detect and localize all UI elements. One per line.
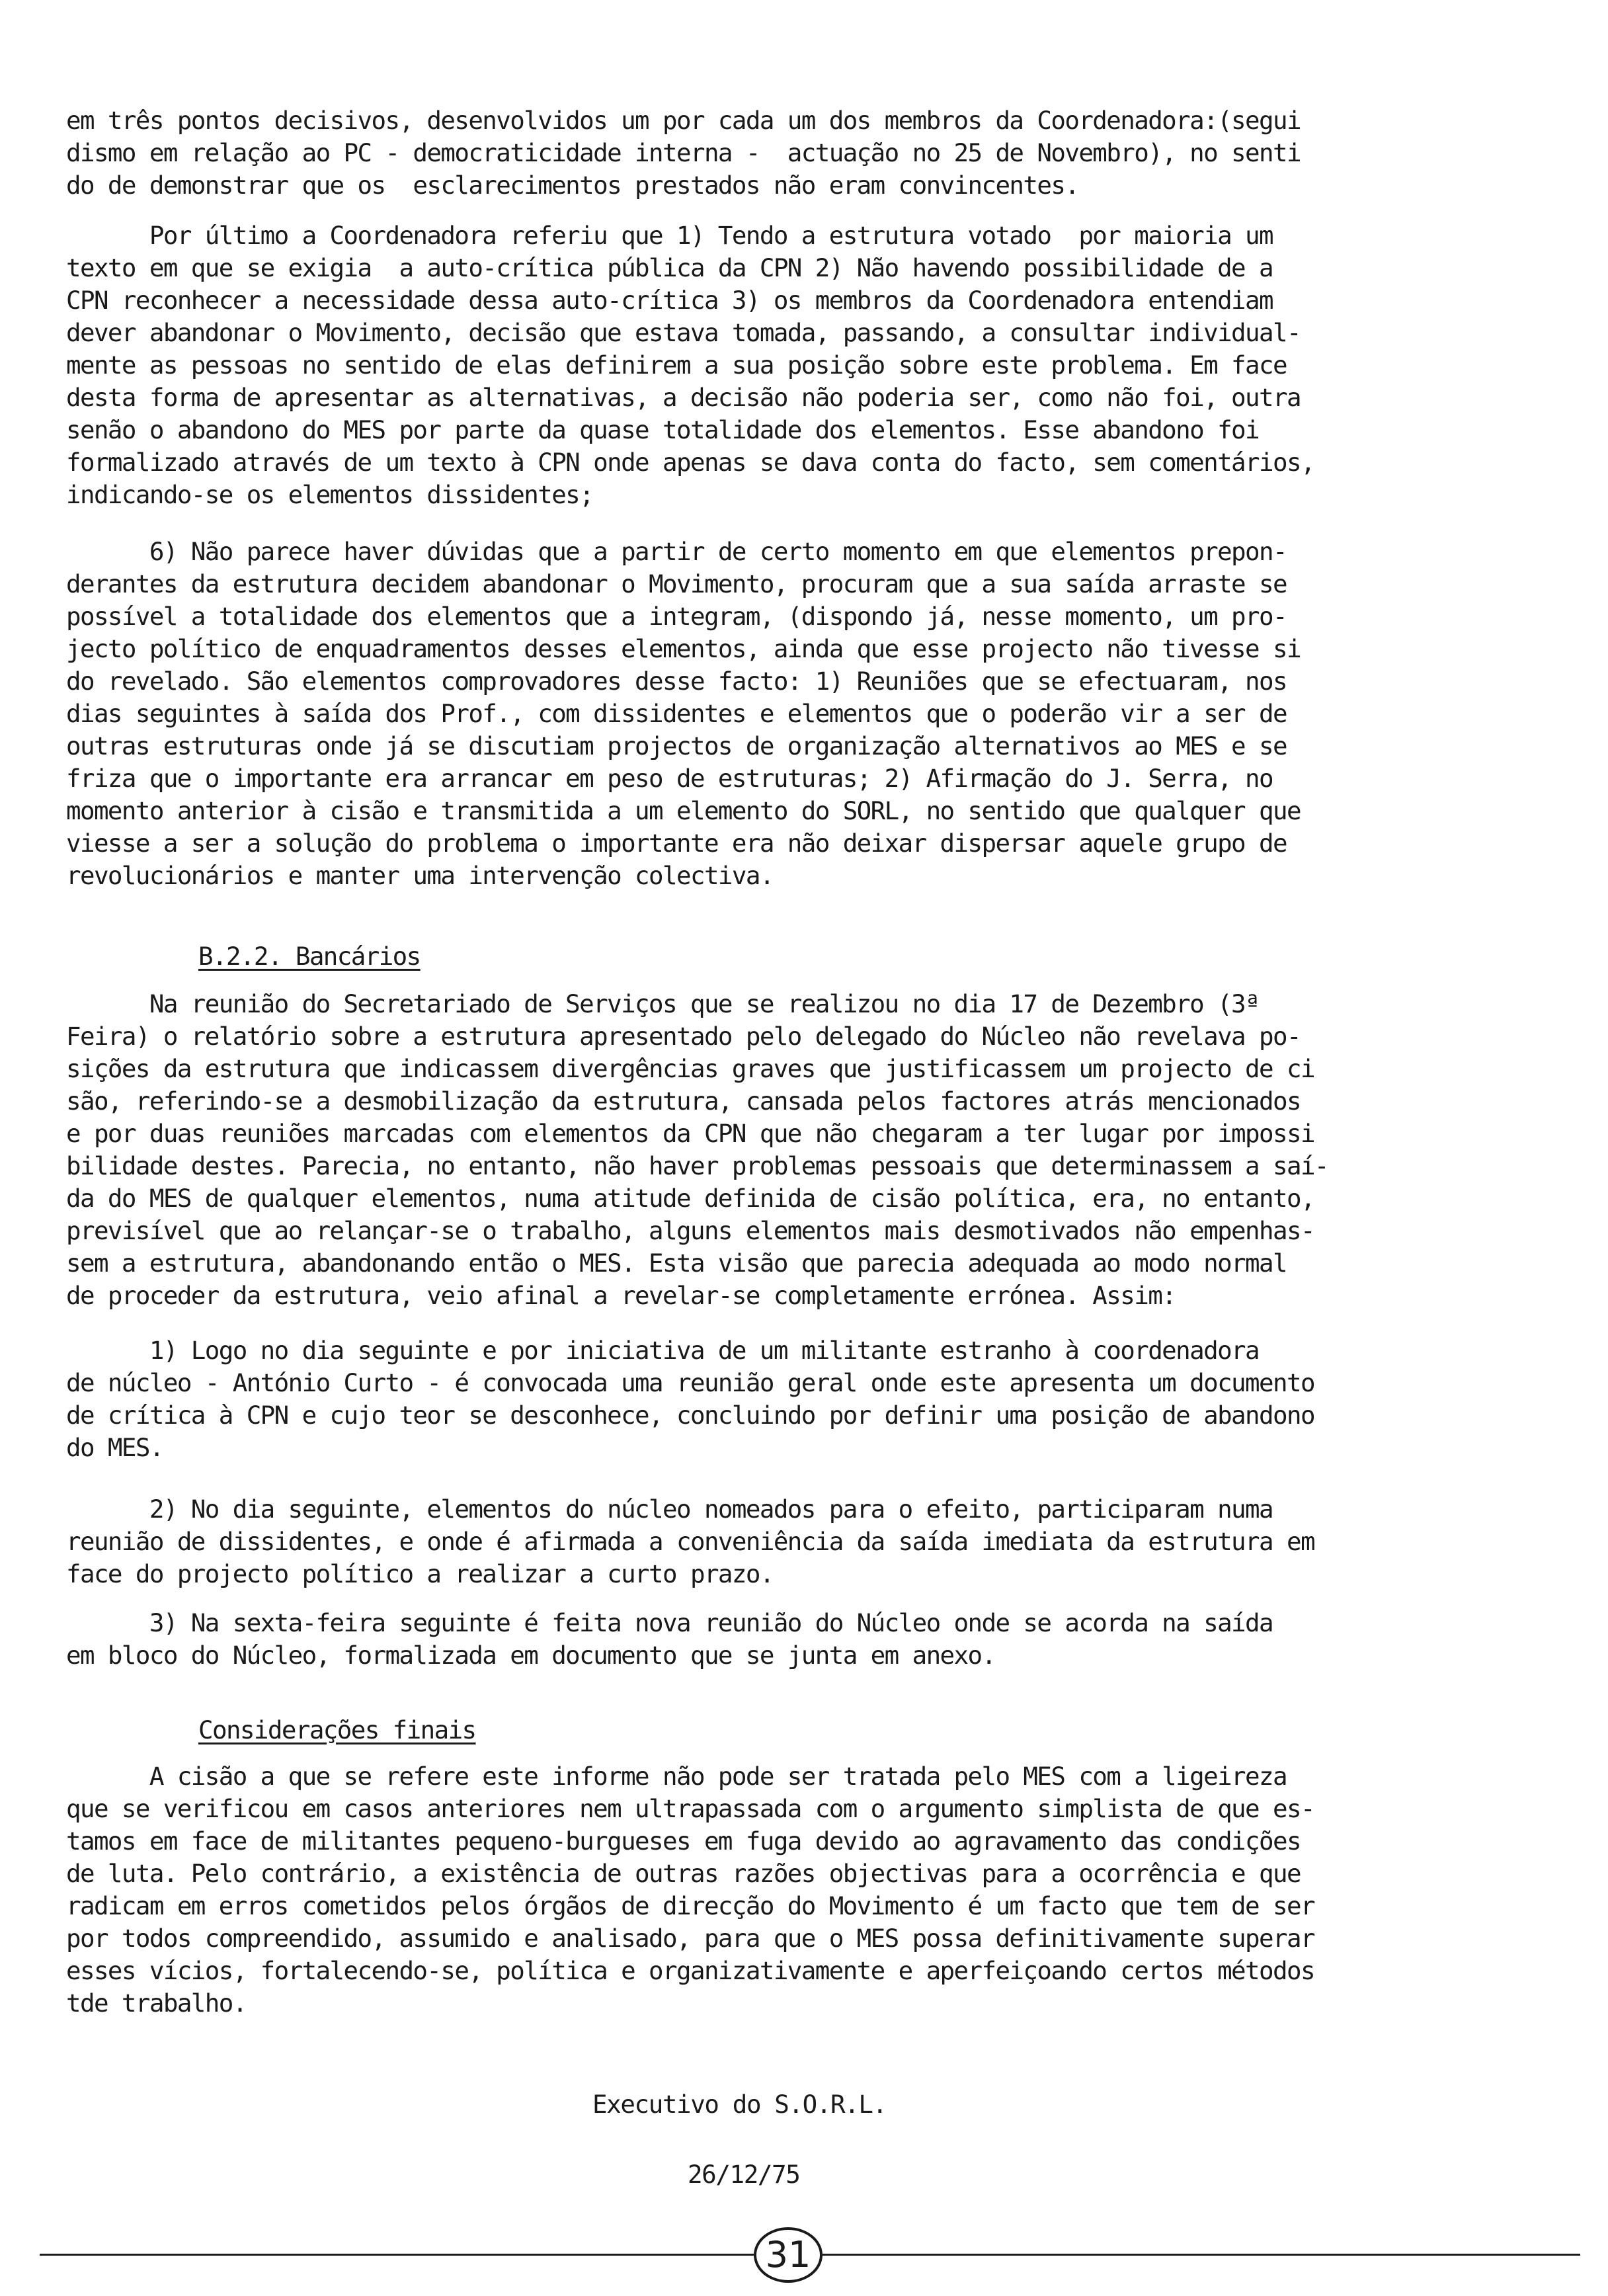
paragraph-continuation: [66, 104, 1547, 202]
text-line: viesse a ser a solução do problema o importante era não deixar dispersar aquele grupo de: [66, 829, 1287, 858]
text-line: derantes da estrutura decidem abandonar o Movimento, procuram que a sua saída arraste se: [66, 569, 1287, 598]
paragraph-point-6: [66, 536, 1547, 892]
text-line: dismo em relação ao PC - democraticidade interna - actuação no 25 de Novembro), no senti: [66, 138, 1301, 167]
text-line: bilidade destes. Parecia, no entanto, não haver problemas pessoais que determinassem a saí-: [66, 1151, 1328, 1180]
text-line: em três pontos decisivos, desenvolvidos um por cada um dos membros da Coordenadora:(segui: [66, 106, 1301, 135]
text-line: 6) Não parece haver dúvidas que a partir de certo momento em que elementos prepon-: [66, 537, 1287, 566]
text-line: esses vícios, fortalecendo-se, política e organizativamente e aperfeiçoando certos métodos: [66, 1956, 1314, 1985]
footer-rule-right: [823, 2254, 1580, 2256]
text-line: 2) No dia seguinte, elementos do núcleo nomeados para o efeito, participaram numa: [66, 1495, 1273, 1524]
text-line: outras estruturas onde já se discutiam projectos de organização alternativos ao MES e se: [66, 731, 1287, 760]
section-heading-final-considerations: Considerações finais: [198, 1715, 476, 1744]
signature-executive: Executivo do S.O.R.L.: [592, 2090, 887, 2119]
text-line: friza que o importante era arrancar em peso de estruturas; 2) Afirmação do J. Serra, no: [66, 764, 1273, 793]
text-line: e por duas reuniões marcadas com elementos da CPN que não chegaram a ter lugar por impossi: [66, 1119, 1314, 1148]
text-line: de luta. Pelo contrário, a existência de outras razões objectivas para a ocorrência e que: [66, 1859, 1301, 1888]
text-line: possível a totalidade dos elementos que a integram, (dispondo já, nesse momento, um pro-: [66, 602, 1287, 631]
footer-rule-left: [40, 2254, 754, 2256]
page-number-circle: 31: [754, 2227, 823, 2283]
text-line: em bloco do Núcleo, formalizada em documento que se junta em anexo.: [66, 1641, 996, 1670]
text-line: CPN reconhecer a necessidade dessa auto-crítica 3) os membros da Coordenadora entendiam: [66, 286, 1273, 315]
text-line: sições da estrutura que indicassem divergências graves que justificassem um projecto de ci: [66, 1054, 1314, 1083]
text-line: A cisão a que se refere este informe não pode ser tratada pelo MES com a ligeireza: [66, 1762, 1287, 1791]
text-line: 3) Na sexta-feira seguinte é feita nova reunião do Núcleo onde se acorda na saída: [66, 1608, 1273, 1637]
paragraph-point-2: [66, 1493, 1547, 1590]
text-line: Na reunião do Secretariado de Serviços que se realizou no dia 17 de Dezembro (3ª: [66, 989, 1260, 1018]
text-line: formalizado através de um texto à CPN onde apenas se dava conta do facto, sem comentários,: [66, 448, 1314, 477]
paragraph-point-1: [66, 1334, 1547, 1464]
text-line: 1) Logo no dia seguinte e por iniciativa de um militante estranho à coordenadora: [66, 1336, 1260, 1365]
text-line: Feira) o relatório sobre a estrutura apresentado pelo delegado do Núcleo não revelava po-: [66, 1022, 1301, 1051]
text-line: jecto político de enquadramentos desses elementos, ainda que esse projecto não tivesse si: [66, 634, 1301, 663]
text-line: de núcleo - António Curto - é convocada uma reunião geral onde este apresenta um documento: [66, 1368, 1314, 1397]
paragraph-coordinator-decision: [66, 220, 1547, 511]
text-line: reunião de dissidentes, e onde é afirmada a conveniência da saída imediata da estrutura em: [66, 1527, 1314, 1556]
text-line: radicam em erros cometidos pelos órgãos de direcção do Movimento é um facto que tem de ser: [66, 1891, 1314, 1920]
document-date: 26/12/75: [688, 2160, 800, 2189]
text-line: previsível que ao relançar-se o trabalho, alguns elementos mais desmotivados não empenhas-: [66, 1216, 1314, 1245]
text-line: indicando-se os elementos dissidentes;: [66, 480, 594, 509]
text-line: tde trabalho.: [66, 1988, 247, 2018]
section-heading-bancarios: B.2.2. Bancários: [198, 942, 421, 971]
text-line: dever abandonar o Movimento, decisão que estava tomada, passando, a consultar individual-: [66, 318, 1301, 347]
text-line: do revelado. São elementos comprovadores desse facto: 1) Reuniões que se efectuaram, nos: [66, 667, 1287, 696]
paragraph-final-considerations: [66, 1760, 1547, 2020]
text-line: momento anterior à cisão e transmitida a um elemento do SORL, no sentido que qualquer que: [66, 796, 1301, 825]
paragraph-bancarios-meeting: [66, 988, 1547, 1312]
text-line: revolucionários e manter uma intervenção colectiva.: [66, 861, 774, 890]
text-line: mente as pessoas no sentido de elas definirem a sua posição sobre este problema. Em face: [66, 350, 1287, 380]
text-line: texto em que se exigia a auto-crítica pública da CPN 2) Não havendo possibilidade de a: [66, 253, 1273, 282]
text-line: de proceder da estrutura, veio afinal a revelar-se completamente errónea. Assim:: [66, 1281, 1176, 1310]
text-line: dias seguintes à saída dos Prof., com dissidentes e elementos que o poderão vir a ser de: [66, 699, 1287, 728]
text-line: do de demonstrar que os esclarecimentos prestados não eram convincentes.: [66, 171, 1079, 200]
text-line: face do projecto político a realizar a curto prazo.: [66, 1559, 774, 1588]
text-line: desta forma de apresentar as alternativas, a decisão não poderia ser, como não foi, outra: [66, 383, 1301, 412]
paragraph-point-3: [66, 1607, 1547, 1672]
text-line: de crítica à CPN e cujo teor se desconhece, concluindo por definir uma posição de abandono: [66, 1401, 1314, 1430]
text-line: por todos compreendido, assumido e analisado, para que o MES possa definitivamente superar: [66, 1924, 1314, 1953]
text-line: que se verificou em casos anteriores nem ultrapassada com o argumento simplista de que es-: [66, 1794, 1314, 1823]
text-line: tamos em face de militantes pequeno-burgueses em fuga devido ao agravamento das condições: [66, 1826, 1301, 1856]
text-line: são, referindo-se a desmobilização da estrutura, cansada pelos factores atrás mencionados: [66, 1086, 1301, 1116]
text-line: da do MES de qualquer elementos, numa atitude definida de cisão política, era, no entanto,: [66, 1184, 1314, 1213]
text-line: sem a estrutura, abandonando então o MES. Esta visão que parecia adequada ao modo normal: [66, 1249, 1287, 1278]
text-line: do MES.: [66, 1433, 163, 1462]
text-line: Por último a Coordenadora referiu que 1) Tendo a estrutura votado por maioria um: [66, 221, 1273, 250]
text-line: senão o abandono do MES por parte da quase totalidade dos elementos. Esse abandono foi: [66, 415, 1260, 444]
